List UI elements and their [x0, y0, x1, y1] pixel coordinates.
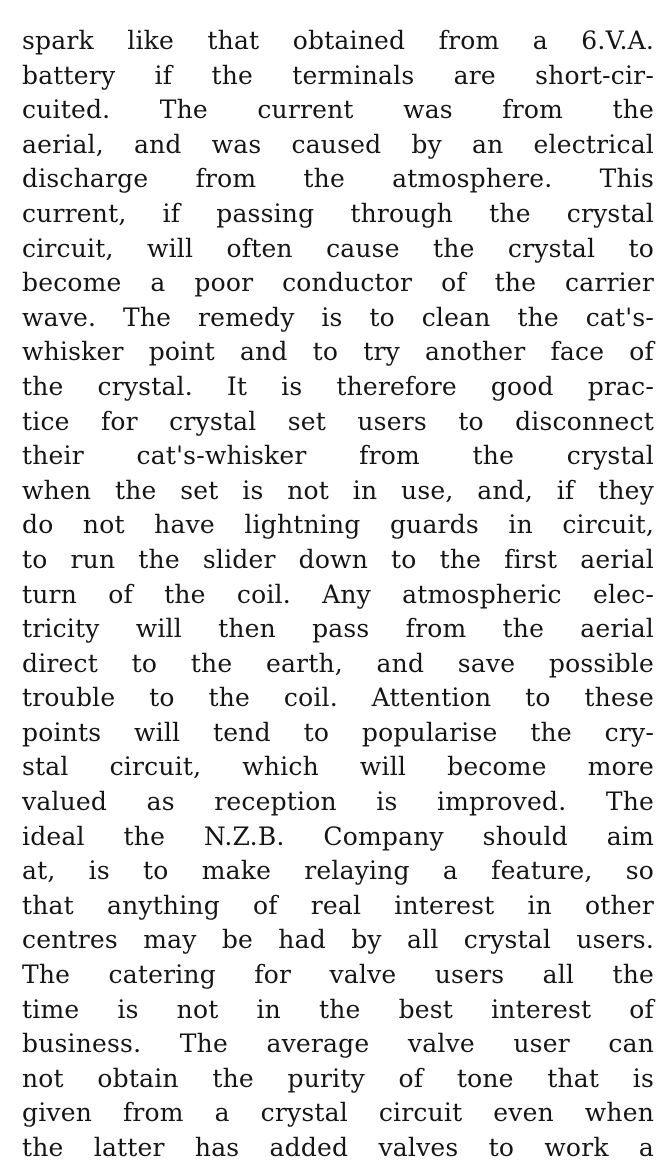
- text-line: battery if the terminals are short-cir-: [22, 60, 654, 90]
- text-line: valued as reception is improved. The: [22, 787, 654, 817]
- text-line: cuited. The current was from the: [22, 95, 654, 125]
- text-line: time is not in the best interest of: [22, 994, 654, 1024]
- text-line: trouble to the coil. Attention to these: [22, 683, 654, 713]
- text-line: at, is to make relaying a feature, so: [22, 856, 654, 886]
- text-line: wave. The remedy is to clean the cat's-: [22, 302, 654, 332]
- text-line: whisker point and to try another face of: [22, 337, 654, 367]
- text-line: do not have lightning guards in circuit,: [22, 510, 654, 540]
- text-line: become a poor conductor of the carrier: [22, 268, 654, 298]
- text-line: ideal the N.Z.B. Company should aim: [22, 821, 654, 851]
- text-line: their cat's-whisker from the crystal: [22, 441, 654, 471]
- text-line: centres may be had by all crystal users.: [22, 925, 654, 955]
- text-line: circuit, will often cause the crystal to: [22, 233, 654, 263]
- text-line: current, if passing through the crystal: [22, 198, 654, 228]
- text-line: given from a crystal circuit even when: [22, 1098, 654, 1128]
- text-line: stal circuit, which will become more: [22, 752, 654, 782]
- text-line: The catering for valve users all the: [22, 960, 654, 990]
- text-line: tricity will then pass from the aerial: [22, 614, 654, 644]
- text-line: the crystal. It is therefore good prac-: [22, 371, 654, 401]
- text-line: aerial, and was caused by an electrical: [22, 129, 654, 159]
- text-line: to run the slider down to the first aerial: [22, 544, 654, 574]
- text-line: not obtain the purity of tone that is: [22, 1063, 654, 1093]
- text-line: business. The average valve user can: [22, 1029, 654, 1059]
- text-line: direct to the earth, and save possible: [22, 648, 654, 678]
- text-line: spark like that obtained from a 6.V.A.: [22, 26, 654, 55]
- text-line: discharge from the atmosphere. This: [22, 164, 654, 194]
- text-line: tice for crystal set users to disconnect: [22, 406, 654, 436]
- text-line: turn of the coil. Any atmospheric elec-: [22, 579, 654, 609]
- article-column: [22, 24, 654, 1166]
- text-line: points will tend to popularise the cry-: [22, 717, 654, 747]
- text-line: that anything of real interest in other: [22, 890, 654, 920]
- text-line: when the set is not in use, and, if they: [22, 475, 654, 505]
- text-line: the latter has added valves to work a: [22, 1133, 654, 1162]
